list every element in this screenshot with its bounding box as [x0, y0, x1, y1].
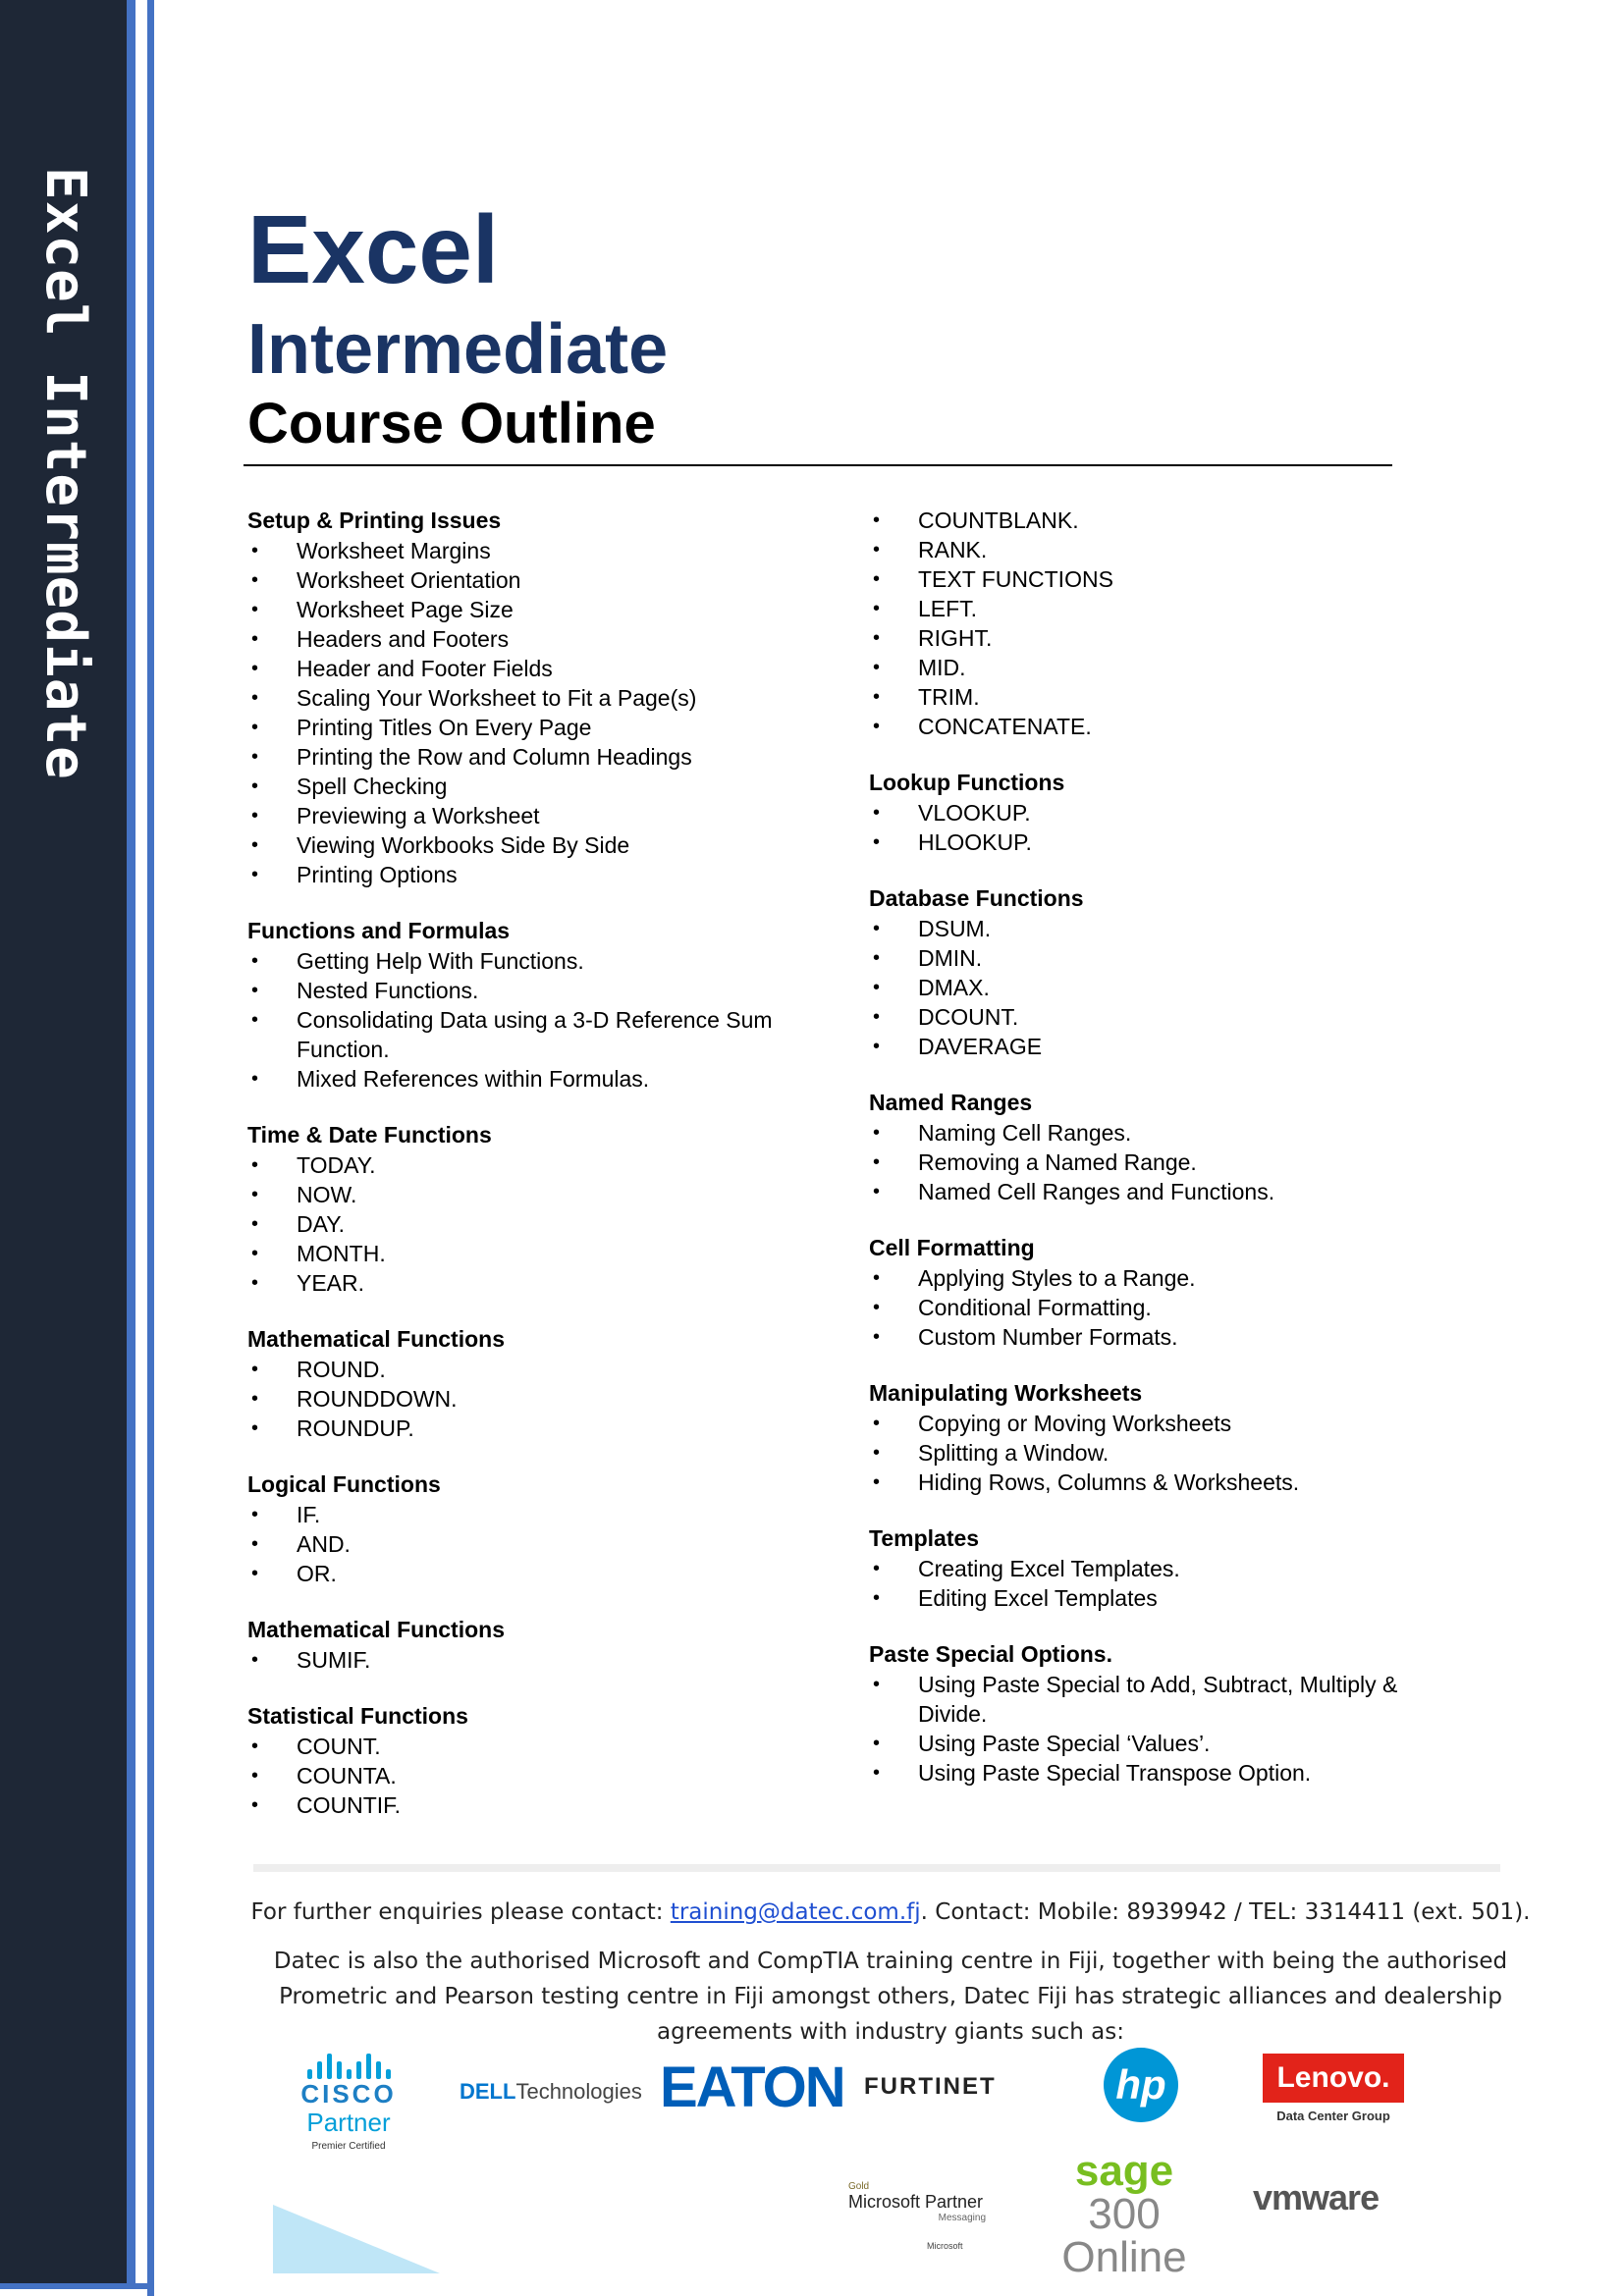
- course-section: [869, 1233, 1458, 1352]
- section-heading: Database Functions: [869, 885, 1084, 911]
- course-section: [869, 1639, 1458, 1788]
- microsoft-partner-logo: [848, 2181, 986, 2251]
- outline-item: • Printing Options: [247, 860, 837, 889]
- section-heading: Named Ranges: [869, 1090, 1033, 1115]
- sidebar-vertical-title: Excel Intermediate: [33, 167, 97, 780]
- outline-item: • TEXT FUNCTIONS: [869, 564, 1458, 594]
- course-section: [869, 506, 1458, 741]
- sidebar-bottom-line: [0, 2283, 154, 2289]
- outline-item: • YEAR.: [247, 1268, 837, 1298]
- outline-item: • Header and Footer Fields: [247, 654, 837, 683]
- outline-item: • OR.: [247, 1559, 837, 1588]
- outline-item: • NOW.: [247, 1180, 837, 1209]
- right-column: [869, 506, 1458, 1814]
- section-heading: Time & Date Functions: [247, 1122, 492, 1148]
- outline-item: • COUNT.: [247, 1732, 837, 1761]
- outline-item: • TODAY.: [247, 1150, 837, 1180]
- sidebar-accent-line: [147, 0, 154, 2296]
- outline-item: • Mixed References within Formulas.: [247, 1064, 837, 1094]
- vmware-logo: vmware: [1253, 2177, 1380, 2217]
- outline-item: • Getting Help With Functions.: [247, 946, 837, 976]
- fortinet-logo: FURTINET: [864, 2073, 997, 2100]
- outline-item: • ROUNDDOWN.: [247, 1384, 837, 1414]
- outline-item: • Scaling Your Worksheet to Fit a Page(s): [247, 683, 837, 713]
- outline-item: • DSUM.: [869, 914, 1458, 943]
- section-heading: Lookup Functions: [869, 770, 1065, 795]
- outline-item: • IF.: [247, 1500, 837, 1529]
- outline-item: • RIGHT.: [869, 623, 1458, 653]
- outline-item: • MONTH.: [247, 1239, 837, 1268]
- sage-brand: sage: [1074, 2147, 1174, 2195]
- outline-item: • Using Paste Special Transpose Option.: [869, 1758, 1458, 1788]
- outline-item: • SUMIF.: [247, 1645, 837, 1675]
- sage-300-logo: [1041, 2147, 1208, 2281]
- outline-item: • Previewing a Worksheet: [247, 801, 837, 830]
- page-heading: Course Outline: [247, 392, 656, 455]
- outline-item: • MID.: [869, 653, 1458, 682]
- dell-brand: DELL: [460, 2079, 516, 2104]
- outline-item: • VLOOKUP.: [869, 798, 1458, 828]
- outline-item: • Conditional Formatting.: [869, 1293, 1458, 1322]
- course-section: [869, 1378, 1458, 1497]
- outline-item: • RANK.: [869, 535, 1458, 564]
- outline-item: • ROUNDUP.: [247, 1414, 837, 1443]
- outline-item: • Hiding Rows, Columns & Worksheets.: [869, 1468, 1458, 1497]
- outline-item: • COUNTBLANK.: [869, 506, 1458, 535]
- outline-item: • Headers and Footers: [247, 624, 837, 654]
- course-section: [247, 916, 837, 1094]
- page-title: Excel: [247, 195, 500, 303]
- contact-line: [157, 1895, 1624, 1930]
- course-section: [247, 1701, 837, 1820]
- outline-item: • Nested Functions.: [247, 976, 837, 1005]
- section-heading: Mathematical Functions: [247, 1617, 505, 1642]
- sage-online: Online: [1061, 2233, 1187, 2281]
- course-section: [869, 883, 1458, 1061]
- lenovo-logo: [1263, 2054, 1404, 2123]
- outline-item: • Creating Excel Templates.: [869, 1554, 1458, 1583]
- outline-item: • DCOUNT.: [869, 1002, 1458, 1032]
- decorative-triangle: [273, 2205, 440, 2273]
- section-heading: Manipulating Worksheets: [869, 1380, 1143, 1406]
- course-section: [869, 1088, 1458, 1206]
- cisco-cert-text: Premier Certified: [311, 2141, 386, 2152]
- ms-partner-text: Microsoft Partner: [848, 2192, 984, 2212]
- section-heading: Logical Functions: [247, 1471, 441, 1497]
- outline-item: • Splitting a Window.: [869, 1438, 1458, 1468]
- outline-item: • Printing Titles On Every Page: [247, 713, 837, 742]
- outline-item: • Worksheet Margins: [247, 536, 837, 565]
- section-heading: Setup & Printing Issues: [247, 507, 502, 533]
- page-subtitle: Intermediate: [247, 310, 669, 389]
- outline-item: • HLOOKUP.: [869, 828, 1458, 857]
- course-section: [247, 1469, 837, 1588]
- outline-item: • DMIN.: [869, 943, 1458, 973]
- outline-item: • Using Paste Special to Add, Subtract, Multiply & Divide.: [869, 1670, 1458, 1729]
- outline-item: • ROUND.: [247, 1355, 837, 1384]
- outline-item: • Naming Cell Ranges.: [869, 1118, 1458, 1148]
- eaton-logo: EATON: [660, 2056, 844, 2119]
- ms-gold-text: Gold: [848, 2181, 870, 2192]
- outline-item: • Custom Number Formats.: [869, 1322, 1458, 1352]
- outline-item: • COUNTA.: [247, 1761, 837, 1790]
- outline-item: • Editing Excel Templates: [869, 1583, 1458, 1613]
- dell-technologies-logo: [460, 2079, 642, 2105]
- lenovo-subtitle: Data Center Group: [1276, 2109, 1390, 2123]
- section-heading: Templates: [869, 1525, 980, 1551]
- outline-item: • Named Cell Ranges and Functions.: [869, 1177, 1458, 1206]
- outline-item: • DAY.: [247, 1209, 837, 1239]
- left-column: [247, 506, 837, 1846]
- outline-item: • Removing a Named Range.: [869, 1148, 1458, 1177]
- outline-item: • AND.: [247, 1529, 837, 1559]
- outline-item: • Worksheet Orientation: [247, 565, 837, 595]
- outline-item: • Spell Checking: [247, 772, 837, 801]
- about-paragraph: Datec is also the authorised Microsoft and CompTIA training centre in Fiji, together with being the authorised Prometric and Pearson testing centre in Fiji amongst others, Datec Fiji has strategic alliances and dealership agreements with industry giants such as:: [273, 1949, 1508, 2045]
- course-section: [247, 1324, 837, 1443]
- ms-competency-text: Messaging: [938, 2213, 986, 2223]
- cisco-bars-icon: [285, 2052, 412, 2079]
- section-heading: Cell Formatting: [869, 1235, 1035, 1260]
- course-section: [869, 1523, 1458, 1613]
- outline-item: • DMAX.: [869, 973, 1458, 1002]
- hp-logo: hp: [1104, 2048, 1178, 2122]
- ms-small-logo: Microsoft: [927, 2241, 963, 2251]
- outline-item: • LEFT.: [869, 594, 1458, 623]
- sage-number: 300: [1088, 2190, 1161, 2238]
- course-section: [247, 506, 837, 889]
- outline-item: • Consolidating Data using a 3-D Reference Sum Function.: [247, 1005, 837, 1064]
- outline-item: • Copying or Moving Worksheets: [869, 1409, 1458, 1438]
- section-heading: Mathematical Functions: [247, 1326, 505, 1352]
- section-heading: Functions and Formulas: [247, 918, 511, 943]
- contact-prefix: For further enquiries please contact:: [250, 1899, 671, 1925]
- outline-item: • CONCATENATE.: [869, 712, 1458, 741]
- cisco-partner-text: Partner: [306, 2108, 391, 2137]
- lenovo-wordmark: Lenovo.: [1263, 2054, 1404, 2103]
- outline-item: • Printing the Row and Column Headings: [247, 742, 837, 772]
- dell-suffix: Technologies: [515, 2079, 642, 2104]
- contact-suffix: . Contact: Mobile: 8939942 / TEL: 3314411 (ext. 501).: [920, 1899, 1531, 1925]
- course-section: [869, 768, 1458, 857]
- section-heading: Paste Special Options.: [869, 1641, 1112, 1667]
- outline-item: • Worksheet Page Size: [247, 595, 837, 624]
- outline-item: • COUNTIF.: [247, 1790, 837, 1820]
- sidebar: [0, 0, 155, 2296]
- email-link[interactable]: training@datec.com.fj: [670, 1899, 921, 1925]
- outline-item: • TRIM.: [869, 682, 1458, 712]
- course-section: [247, 1120, 837, 1298]
- outline-item: • Applying Styles to a Range.: [869, 1263, 1458, 1293]
- title-divider: [244, 464, 1392, 466]
- course-section: [247, 1615, 837, 1675]
- outline-item: • Using Paste Special ‘Values’.: [869, 1729, 1458, 1758]
- section-heading: Statistical Functions: [247, 1703, 468, 1729]
- cisco-name: CISCO: [300, 2079, 397, 2109]
- outline-item: • DAVERAGE: [869, 1032, 1458, 1061]
- bottom-divider: [253, 1864, 1500, 1872]
- cisco-partner-logo: [285, 2052, 412, 2152]
- outline-item: • Viewing Workbooks Side By Side: [247, 830, 837, 860]
